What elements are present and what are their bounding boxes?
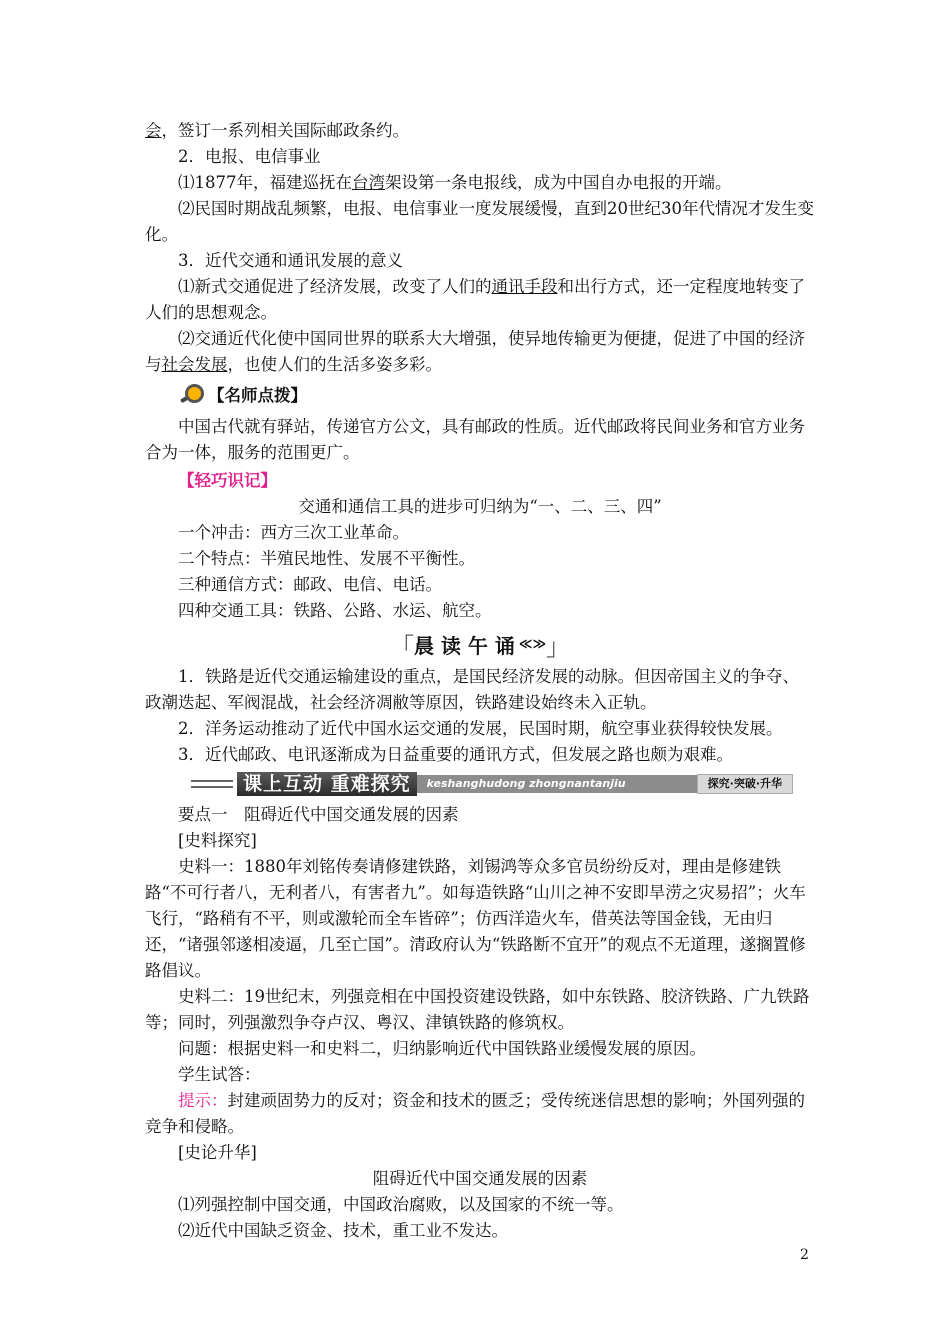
answer-label: 学生试答： — [178, 1065, 261, 1084]
section-pinyin: keshanghudong zhongnantanjiu — [417, 775, 697, 793]
section-title: 课上互动 重难探究 — [237, 772, 417, 796]
hint: 提示：封建顽固势力的反对；资金和技术的匮乏；受传统迷信思想的影响；外国列强的竞争和侵略。 — [145, 1091, 805, 1136]
factor-item: ⑵近代中国缺乏资金、技术，重工业不发达。 — [178, 1221, 508, 1240]
paragraph-significance-2: ⑵交通近代化使中国同世界的联系大大增强，使异地传输更为便捷，促进了中国的经济与社会发展，也使人们的生活多姿多彩。 — [145, 329, 805, 374]
heading-significance: 3．近代交通和通讯发展的意义 — [178, 251, 403, 270]
section-tag: 探究·突破·升华 — [697, 774, 793, 794]
paragraph-significance-1: ⑴新式交通促进了经济发展，改变了人们的通讯手段和出行方式，还一定程度地转变了人们的思想观念。 — [145, 277, 805, 322]
teacher-tip-heading: 【名师点拨】 — [178, 382, 815, 406]
memory-item: 四种交通工具：铁路、公路、水运、航空。 — [178, 601, 492, 620]
explore-label: [史料探究] — [178, 831, 257, 850]
morning-reading-title: 晨 读 午 诵 — [413, 633, 515, 658]
question: 问题：根据史料一和史料二，归纳影响近代中国铁路业缓慢发展的原因。 — [178, 1039, 706, 1058]
morning-item: 3．近代邮政、电讯逐渐成为日益重要的通讯方式，但发展之路也颇为艰难。 — [178, 745, 733, 764]
page-number: 2 — [800, 1247, 809, 1263]
memory-item: 一个冲击：西方三次工业革命。 — [178, 523, 409, 542]
ornament-icon: ≪≫ — [518, 636, 547, 652]
morning-reading-banner: 「 晨 读 午 诵 ≪≫ 」 — [145, 628, 815, 660]
divider — [191, 780, 233, 788]
paragraph-postal-treaty: 会，签订一系列相关国际邮政条约。 — [145, 121, 409, 140]
memory-item: 二个特点：半殖民地性、发展不平衡性。 — [178, 549, 475, 568]
heading-telegraph: 2．电报、电信事业 — [178, 147, 321, 166]
source-one: 史料一：1880年刘铭传奏请修建铁路，刘锡鸿等众多官员纷纷反对，理由是修建铁路“不可行者八，无利者八，有害者九”。如每造铁路“山川之神不安即旱涝之灾易招”；火车飞行，“路稍有不平，则或激轮而全车皆碎”；仿西洋造火车，借英法等国金钱，无由归还，“诸强邻遂相凌逼，几至亡国”。清政府认为“铁路断不宜开”的观点不无道理，遂搁置修路倡议。 — [145, 857, 806, 980]
memory-heading: 【轻巧识记】 — [178, 471, 277, 490]
memory-item: 三种通信方式：邮政、电信、电话。 — [178, 575, 442, 594]
memory-title: 交通和通信工具的进步可归纳为“一、二、三、四” — [298, 497, 662, 516]
paragraph-telegraph-2: ⑵民国时期战乱频繁，电报、电信事业一度发展缓慢，直到20世纪30年代情况才发生变化。 — [145, 199, 814, 244]
upgrade-title: 阻碍近代中国交通发展的因素 — [372, 1169, 588, 1188]
teacher-tip-text: 中国古代就有驿站，传递官方公文，具有邮政的性质。近代邮政将民间业务和官方业务合为一体，服务的范围更广。 — [145, 417, 805, 462]
factor-item: ⑴列强控制中国交通，中国政治腐败，以及国家的不统一等。 — [178, 1195, 624, 1214]
morning-item: 2．洋务运动推动了近代中国水运交通的发展，民国时期，航空事业获得较快发展。 — [178, 719, 783, 738]
magnifier-icon — [178, 384, 206, 404]
morning-item: 1．铁路是近代交通运输建设的重点，是国民经济发展的动脉。但因帝国主义的争夺、政潮迭起、军阀混战，社会经济凋敝等原因，铁路建设始终未入正轨。 — [145, 667, 799, 712]
page-content — [145, 118, 815, 1244]
source-two: 史料二：19世纪末，列强竞相在中国投资建设铁路，如中东铁路、胶济铁路、广九铁路等；同时，列强激烈争夺卢汉、粤汉、津镇铁路的修筑权。 — [145, 987, 810, 1032]
section-header-bar — [191, 772, 793, 796]
upgrade-label: [史论升华] — [178, 1143, 257, 1162]
paragraph-telegraph-1: ⑴1877年，福建巡抚在台湾架设第一条电报线，成为中国自办电报的开端。 — [178, 173, 732, 192]
point-title: 要点一 阻碍近代中国交通发展的因素 — [178, 805, 459, 824]
